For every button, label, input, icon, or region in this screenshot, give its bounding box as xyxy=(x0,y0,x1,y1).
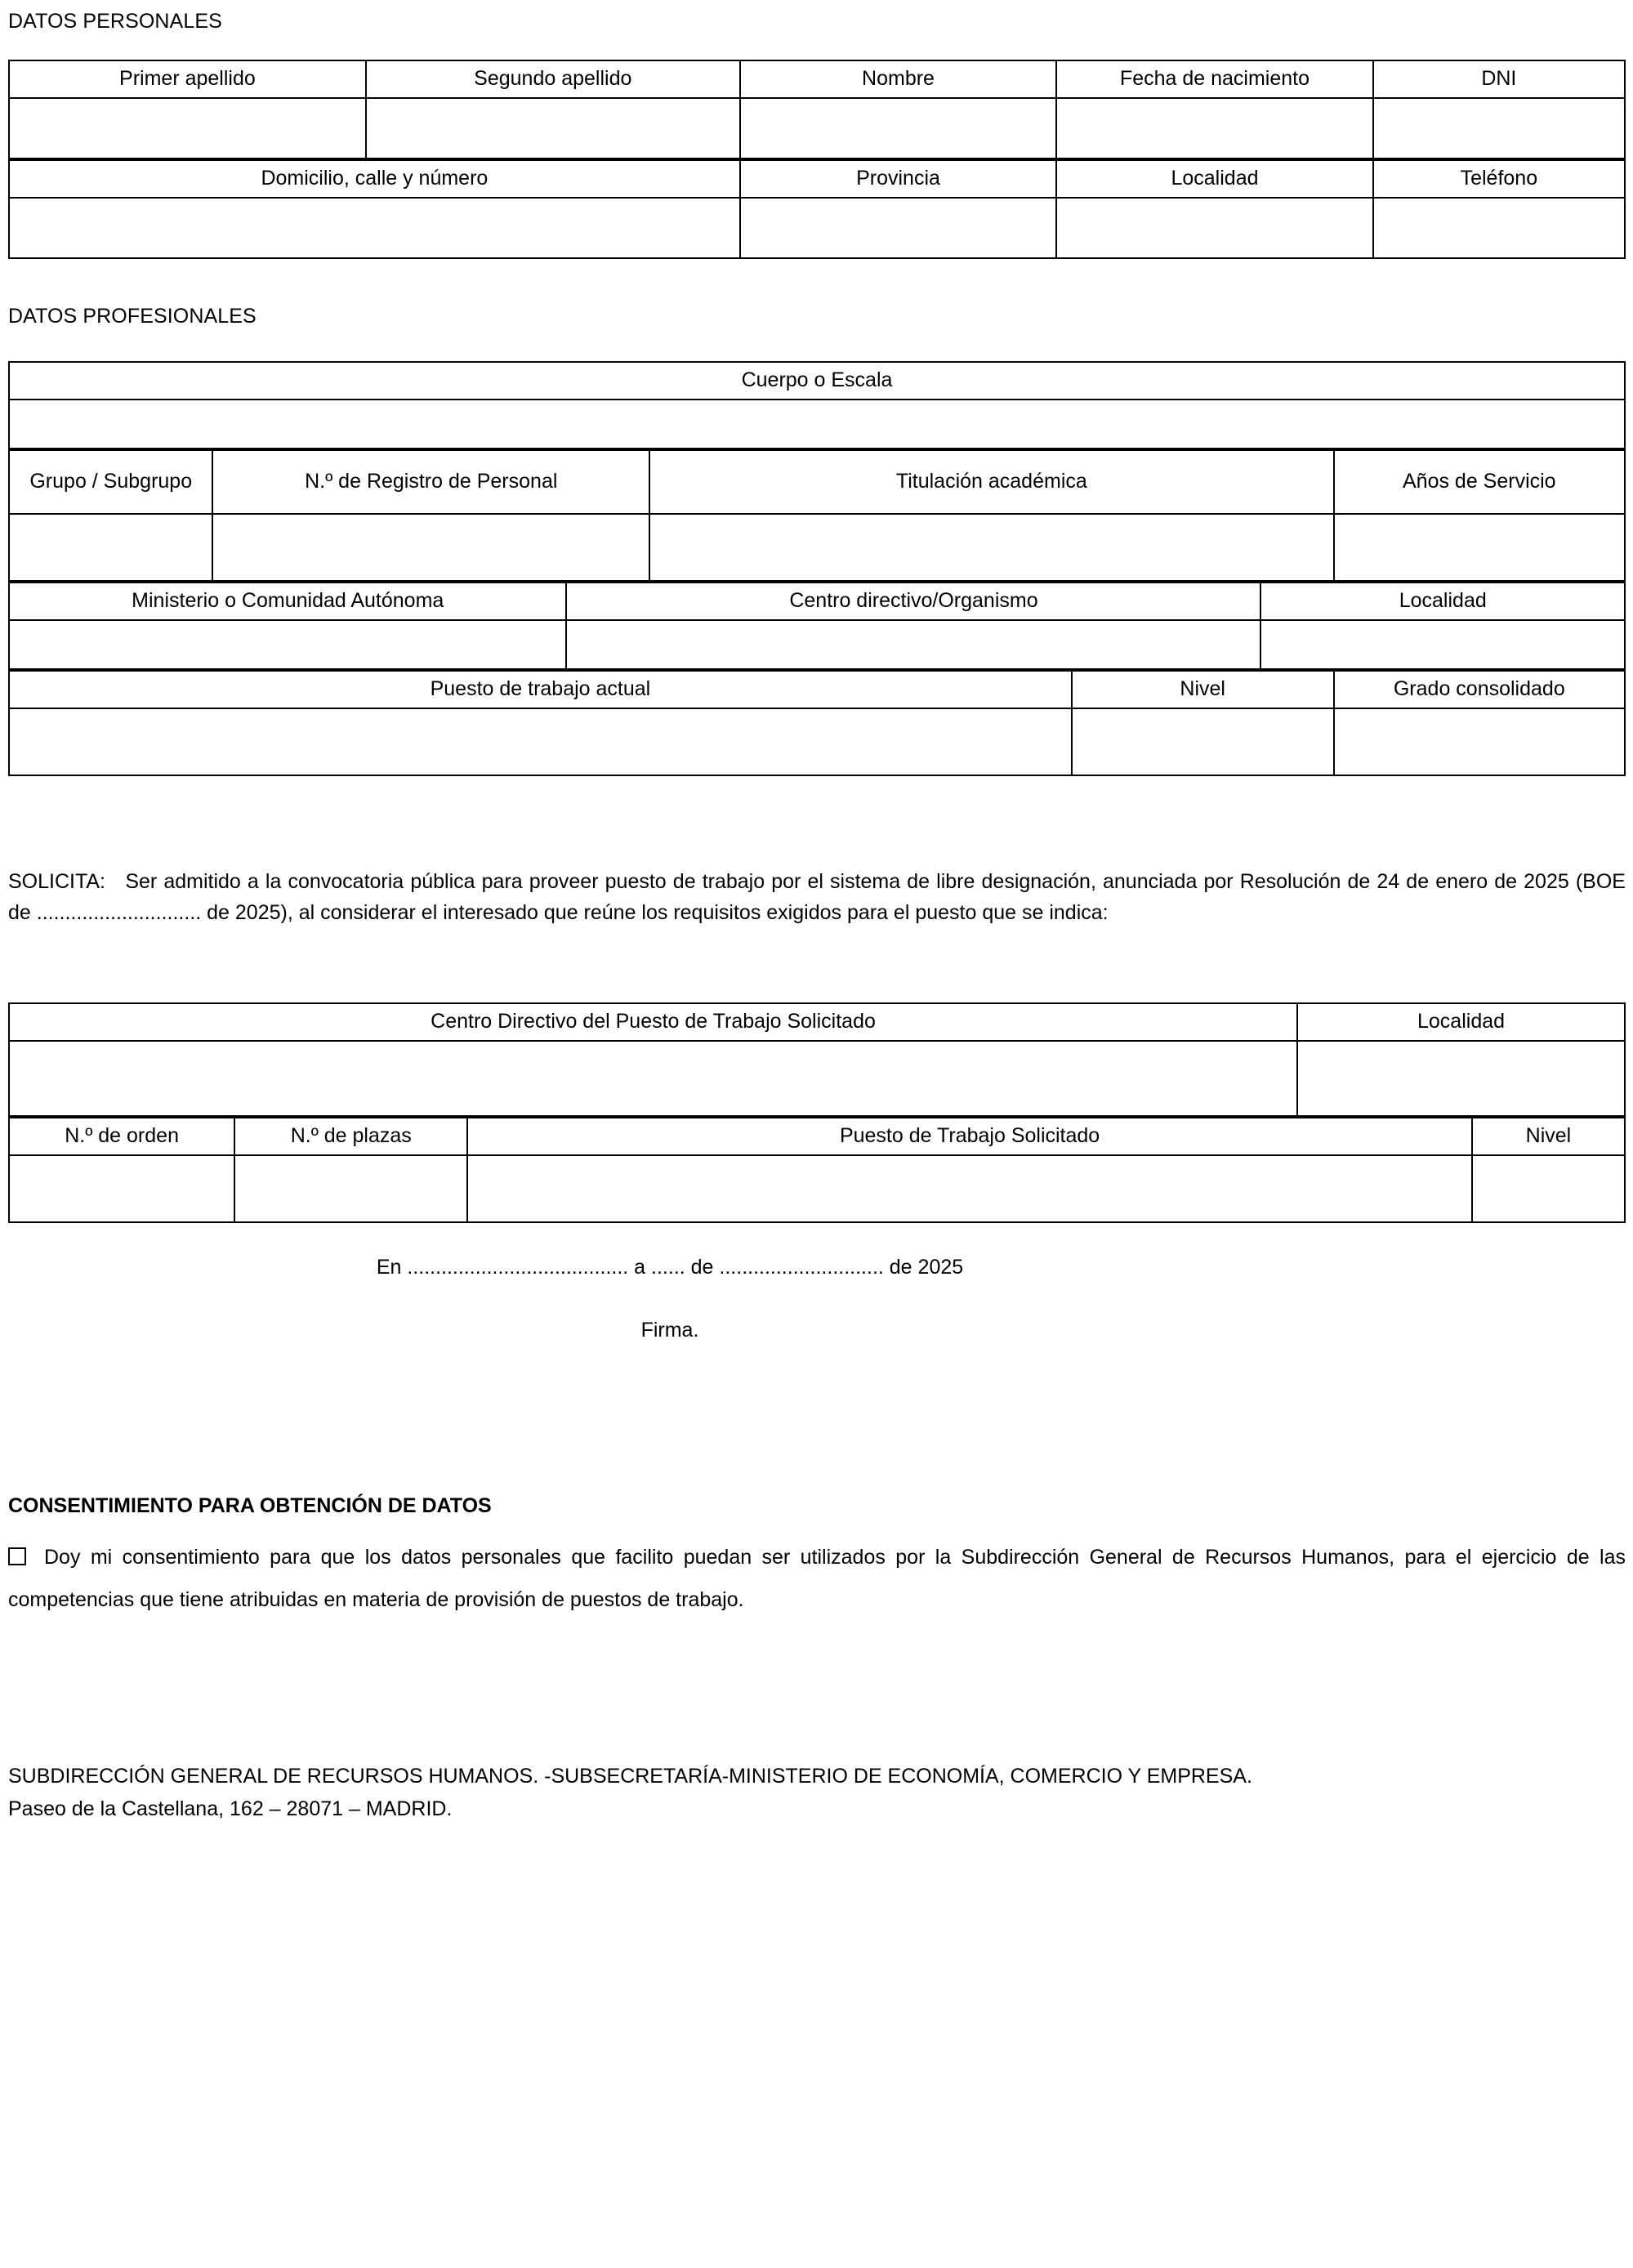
header-localidad-solicitada: Localidad xyxy=(1297,1003,1625,1041)
centro-directivo-solicitado-table xyxy=(8,1002,1626,1117)
header-cuerpo-escala: Cuerpo o Escala xyxy=(9,362,1625,400)
header-puesto-trabajo-actual: Puesto de trabajo actual xyxy=(9,671,1072,708)
cuerpo-escala-table xyxy=(8,361,1626,449)
header-ministerio-comunidad: Ministerio o Comunidad Autónoma xyxy=(9,583,566,620)
field-ministerio-comunidad[interactable] xyxy=(9,620,566,669)
table-row xyxy=(9,160,1625,198)
footer-address: Paseo de la Castellana, 162 – 28071 – MADRID. xyxy=(8,1797,453,1820)
header-localidad: Localidad xyxy=(1056,160,1372,198)
table-row xyxy=(9,1041,1625,1116)
spacer xyxy=(8,259,1625,305)
field-domicilio[interactable] xyxy=(9,198,740,258)
table-row xyxy=(9,60,1625,98)
personal-address-table xyxy=(8,159,1626,259)
field-anos-servicio[interactable] xyxy=(1334,514,1625,581)
professional-data-heading: DATOS PROFESIONALES xyxy=(8,304,257,328)
table-row xyxy=(9,450,1625,514)
spacer xyxy=(8,776,1625,866)
header-nivel-solicitado: Nivel xyxy=(1472,1118,1625,1155)
place-date-line: En ....................................... a ...... de ............................. de 2025 xyxy=(376,1256,964,1279)
header-anos-servicio: Años de Servicio xyxy=(1334,450,1625,514)
field-nivel-solicitado[interactable] xyxy=(1472,1155,1625,1222)
field-cuerpo-escala[interactable] xyxy=(9,400,1625,449)
solicita-body: Ser admitido a la convocatoria pública para proveer puesto de trabajo por el sistema de libre designación, anunciada por Resolución de 24 de enero de 2025 (BOE de ............................. de 2025), al considerar el interesado que reúne los requisitos exigidos para el puesto que se indica: xyxy=(8,869,1626,925)
field-numero-plazas[interactable] xyxy=(234,1155,467,1222)
header-nombre: Nombre xyxy=(740,60,1056,98)
header-grupo-subgrupo: Grupo / Subgrupo xyxy=(9,450,212,514)
header-titulacion-academica: Titulación académica xyxy=(649,450,1334,514)
field-localidad-solicitada[interactable] xyxy=(1297,1041,1625,1116)
field-centro-directivo-organismo[interactable] xyxy=(566,620,1260,669)
header-primer-apellido: Primer apellido xyxy=(9,60,366,98)
header-telefono: Teléfono xyxy=(1373,160,1625,198)
solicita-label: SOLICITA: xyxy=(8,869,106,893)
spacer xyxy=(8,1517,1625,1537)
consent-paragraph xyxy=(8,1537,1626,1621)
header-localidad-actual: Localidad xyxy=(1260,583,1625,620)
field-numero-registro-personal[interactable] xyxy=(212,514,649,581)
header-domicilio: Domicilio, calle y número xyxy=(9,160,740,198)
spacer xyxy=(8,929,1625,1002)
header-numero-orden: N.º de orden xyxy=(9,1118,234,1155)
spacer xyxy=(8,1342,1625,1449)
field-telefono[interactable] xyxy=(1373,198,1625,258)
spacer xyxy=(8,328,1625,361)
ministerio-centro-table xyxy=(8,582,1626,670)
header-numero-registro-personal: N.º de Registro de Personal xyxy=(212,450,649,514)
spacer xyxy=(8,1223,1625,1256)
puesto-actual-table xyxy=(8,670,1626,776)
spacer xyxy=(8,1449,1625,1494)
header-dni: DNI xyxy=(1373,60,1625,98)
field-numero-orden[interactable] xyxy=(9,1155,234,1222)
table-row xyxy=(9,620,1625,669)
consent-heading: CONSENTIMIENTO PARA OBTENCIÓN DE DATOS xyxy=(8,1493,492,1517)
field-primer-apellido[interactable] xyxy=(9,98,366,158)
header-segundo-apellido: Segundo apellido xyxy=(366,60,740,98)
header-fecha-nacimiento: Fecha de nacimiento xyxy=(1056,60,1372,98)
header-provincia: Provincia xyxy=(740,160,1056,198)
grupo-registro-table xyxy=(8,449,1626,582)
personal-data-table xyxy=(8,60,1626,159)
field-localidad-actual[interactable] xyxy=(1260,620,1625,669)
header-nivel-actual: Nivel xyxy=(1072,671,1334,708)
header-centro-directivo-organismo: Centro directivo/Organismo xyxy=(566,583,1260,620)
table-row xyxy=(9,400,1625,449)
spacer xyxy=(8,1727,1625,1760)
table-row xyxy=(9,1003,1625,1041)
table-row xyxy=(9,1118,1625,1155)
table-row xyxy=(9,98,1625,158)
field-nombre[interactable] xyxy=(740,98,1056,158)
table-row xyxy=(9,198,1625,258)
field-segundo-apellido[interactable] xyxy=(366,98,740,158)
checkbox-unchecked-icon[interactable] xyxy=(8,1547,26,1565)
spacer xyxy=(8,1621,1625,1727)
field-nivel-actual[interactable] xyxy=(1072,708,1334,775)
field-puesto-trabajo-solicitado[interactable] xyxy=(467,1155,1472,1222)
footer-organization: SUBDIRECCIÓN GENERAL DE RECURSOS HUMANOS. -SUBSECRETARÍA-MINISTERIO DE ECONOMÍA, COMERCIO Y EMPRESA. xyxy=(8,1764,1252,1788)
header-numero-plazas: N.º de plazas xyxy=(234,1118,467,1155)
table-row xyxy=(9,362,1625,400)
signature-label: Firma. xyxy=(640,1318,699,1342)
field-grupo-subgrupo[interactable] xyxy=(9,514,212,581)
table-row xyxy=(9,583,1625,620)
consent-text: Doy mi consentimiento para que los datos personales que facilito puedan ser utilizados por la Subdirección General de Recursos Humanos, para el ejercicio de las competencias que tiene atribuidas en materia de provisión de puestos de trabajo. xyxy=(8,1546,1626,1611)
table-row xyxy=(9,671,1625,708)
field-dni[interactable] xyxy=(1373,98,1625,158)
spacer xyxy=(8,1279,1625,1319)
personal-data-heading: DATOS PERSONALES xyxy=(8,10,222,33)
field-provincia[interactable] xyxy=(740,198,1056,258)
solicita-paragraph xyxy=(8,866,1626,930)
field-localidad[interactable] xyxy=(1056,198,1372,258)
spacer xyxy=(8,33,1625,60)
field-puesto-trabajo-actual[interactable] xyxy=(9,708,1072,775)
puesto-solicitado-table xyxy=(8,1117,1626,1223)
header-grado-consolidado: Grado consolidado xyxy=(1334,671,1625,708)
field-titulacion-academica[interactable] xyxy=(649,514,1334,581)
table-row xyxy=(9,708,1625,775)
header-puesto-trabajo-solicitado: Puesto de Trabajo Solicitado xyxy=(467,1118,1472,1155)
field-fecha-nacimiento[interactable] xyxy=(1056,98,1372,158)
field-grado-consolidado[interactable] xyxy=(1334,708,1625,775)
table-row xyxy=(9,514,1625,581)
header-centro-directivo-solicitado: Centro Directivo del Puesto de Trabajo Solicitado xyxy=(9,1003,1297,1041)
table-row xyxy=(9,1155,1625,1222)
field-centro-directivo-solicitado[interactable] xyxy=(9,1041,1297,1116)
